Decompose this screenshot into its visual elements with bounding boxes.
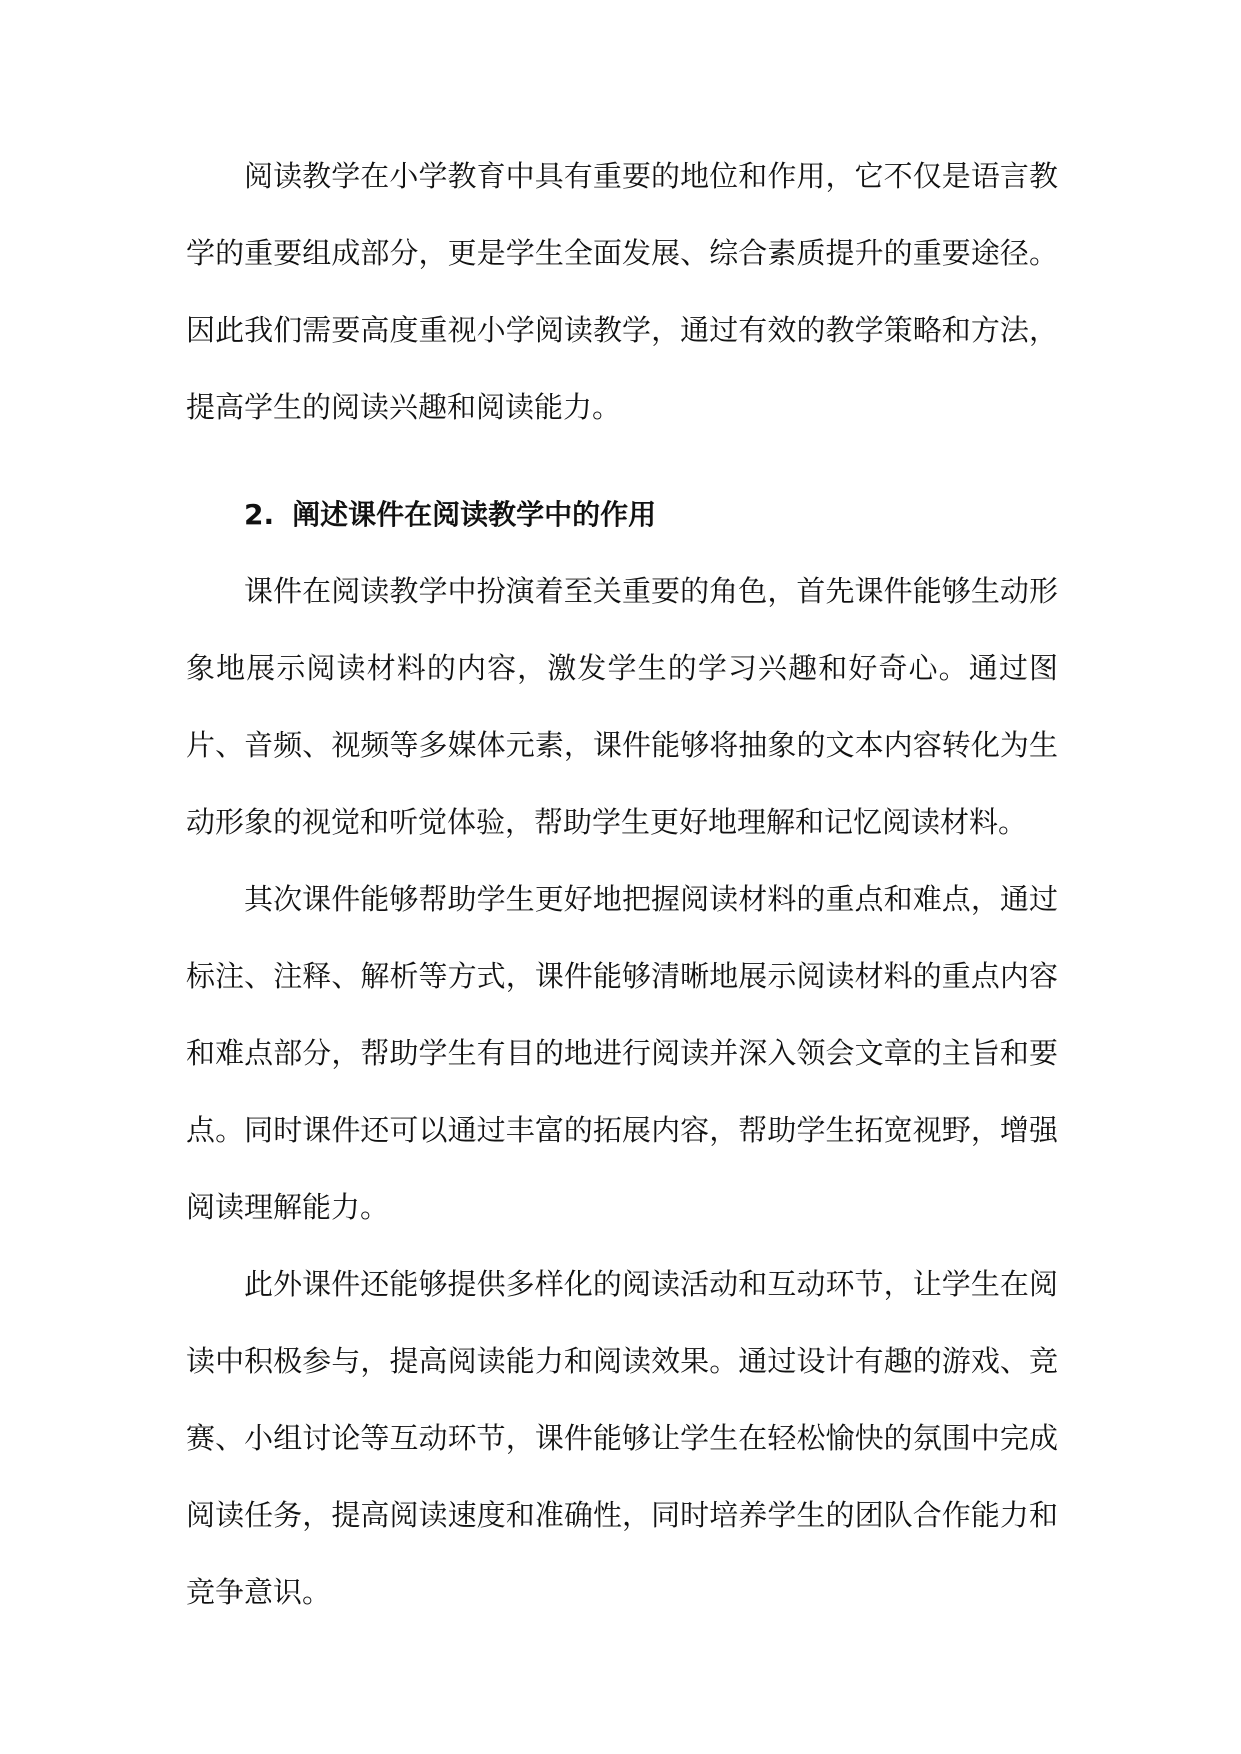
section-title: 阐述课件在阅读教学中的作用 — [292, 498, 657, 531]
body-paragraph: 其次课件能够帮助学生更好地把握阅读材料的重点和难点，通过标注、注释、解析等方式，课件能够清晰地展示阅读材料的重点内容和难点部分，帮助学生有目的地进行阅读并深入领会文章的主旨和要点。同时课件还可以通过丰富的拓展内容，帮助学生拓宽视野，增强阅读理解能力。 — [186, 882, 1058, 1224]
document-body — [186, 138, 1058, 1631]
body-paragraph: 课件在阅读教学中扮演着至关重要的角色，首先课件能够生动形象地展示阅读材料的内容，激发学生的学习兴趣和好奇心。通过图片、音频、视频等多媒体元素，课件能够将抽象的文本内容转化为生动形象的视觉和听觉体验，帮助学生更好地理解和记忆阅读材料。 — [186, 574, 1058, 839]
section-heading — [186, 476, 1058, 553]
section-number: 2. — [244, 498, 275, 531]
intro-paragraph: 阅读教学在小学教育中具有重要的地位和作用，它不仅是语言教学的重要组成部分，更是学生全面发展、综合素质提升的重要途径。因此我们需要高度重视小学阅读教学，通过有效的教学策略和方法，提高学生的阅读兴趣和阅读能力。 — [186, 159, 1058, 424]
body-paragraph: 此外课件还能够提供多样化的阅读活动和互动环节，让学生在阅读中积极参与，提高阅读能力和阅读效果。通过设计有趣的游戏、竞赛、小组讨论等互动环节，课件能够让学生在轻松愉快的氛围中完成阅读任务，提高阅读速度和准确性，同时培养学生的团队合作能力和竞争意识。 — [186, 1267, 1058, 1609]
